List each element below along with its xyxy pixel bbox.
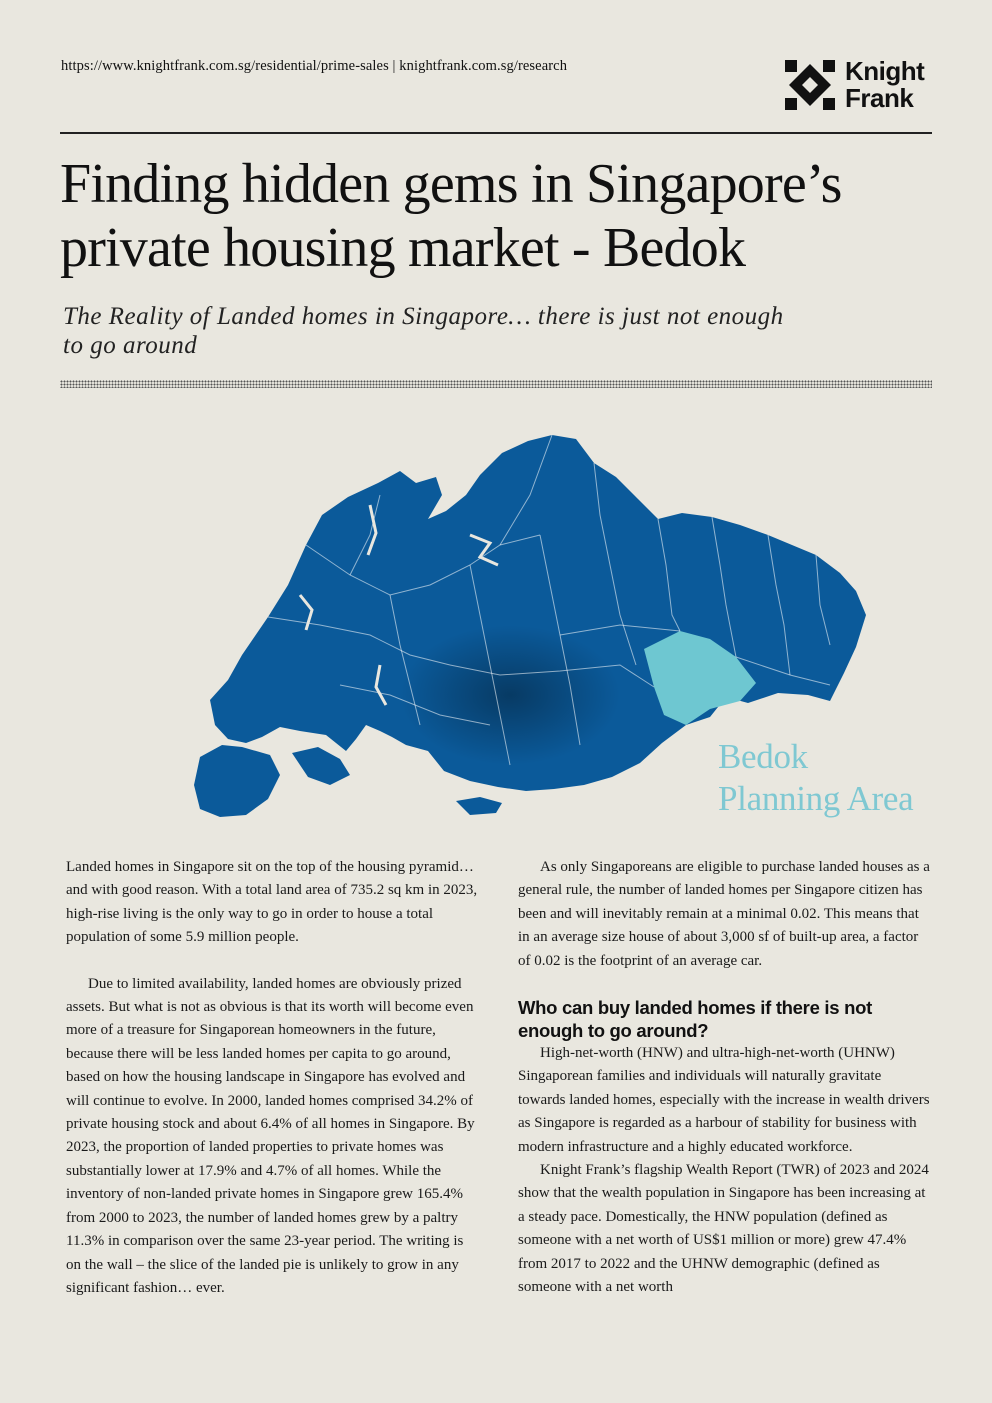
logo-word-frank: Frank <box>845 83 914 113</box>
paragraph-wealth-report: Knight Frank’s flagship Wealth Report (TWR) of 2023 and 2024 show that the wealth population in Singapore has been increasing at a steady pace. Domestically, the HNW population (defined as someone with a net worth of US$1 million or more) grew 47.4% from 2017 to 2022 and the UHNW demographic (defined as someone with a net worth <box>518 1162 929 1296</box>
logo-wordmark <box>845 58 924 112</box>
section-heading: Who can buy landed homes if there is not enough to go around? <box>518 997 872 1042</box>
paragraph-intro: Landed homes in Singapore sit on the top of the housing pyramid… and with good reason. With a total land area of 735.2 sq km in 2023, high-rise living is the only way to go in order to house a total population of some 5.9 million people. <box>66 859 478 946</box>
subtitle-line-2: to go around <box>63 332 198 359</box>
logo-mark-icon <box>783 58 839 114</box>
paragraph-availability: Due to limited availability, landed homes are obviously prized assets. But what is not as obvious is that its worth will become even more of a treasure for Singaporean homeowners in the future, because there will be less landed homes per capita to go around, based on how the housing landscape in Singapore has evolved and will continue to evolve. In 2000, landed homes comprised 34.2% of private housing stock and about 6.4% of all homes in Singapore. By 2023, the proportion of landed properties to private homes was substantially lower at 17.9% and 4.7% of all homes. While the inventory of non-landed private homes in Singapore grew 165.4% from 2000 to 2023, the number of landed homes grew by a paltry 11.3% in comparison over the same 23-year period. The writing is on the wall – the slice of the landed pie is unlikely to grow in any significant fashion… ever. <box>66 975 475 1296</box>
logo-word-knight: Knight <box>845 56 925 86</box>
paragraph-hnw: High-net-worth (HNW) and ultra-high-net-worth (UHNW) Singaporean families and individuals will naturally gravitate towards landed homes, especially with the increase in wealth drivers as Singapore is regarded as a harbour of stability for business with modern infrastructure and a highly educated workforce. <box>518 1045 930 1155</box>
map-shadow <box>400 625 620 765</box>
jurong-island <box>292 747 350 785</box>
map-label-line-1: Bedok <box>718 737 808 776</box>
page-title <box>60 152 940 280</box>
knight-frank-logo <box>783 58 933 116</box>
paragraph-eligibility: As only Singaporeans are eligible to purchase landed houses as a general rule, the number of landed homes per Singapore citizen has been and will inevitably remain at a minimal 0.02. This means that in an average size house of about 3,000 sf of built-up area, a factor of 0.02 is the footprint of an average car. <box>518 859 930 969</box>
body-column-right <box>518 856 930 1300</box>
western-islands <box>194 745 280 817</box>
map-label-line-2: Planning Area <box>718 779 914 818</box>
title-line-2: private housing market - Bedok <box>60 217 746 279</box>
header-divider <box>60 132 932 134</box>
subtitle-line-1: The Reality of Landed homes in Singapore… there is just not enough <box>63 303 784 330</box>
body-column-left <box>66 856 478 1300</box>
sentosa-island <box>456 797 502 815</box>
title-line-1: Finding hidden gems in Singapore’s <box>60 153 842 215</box>
header-url: https://www.knightfrank.com.sg/residential/prime-sales | knightfrank.com.sg/research <box>61 58 568 74</box>
dotted-divider <box>60 380 932 388</box>
bedok-map-label <box>718 736 913 820</box>
page-subtitle <box>63 302 863 360</box>
